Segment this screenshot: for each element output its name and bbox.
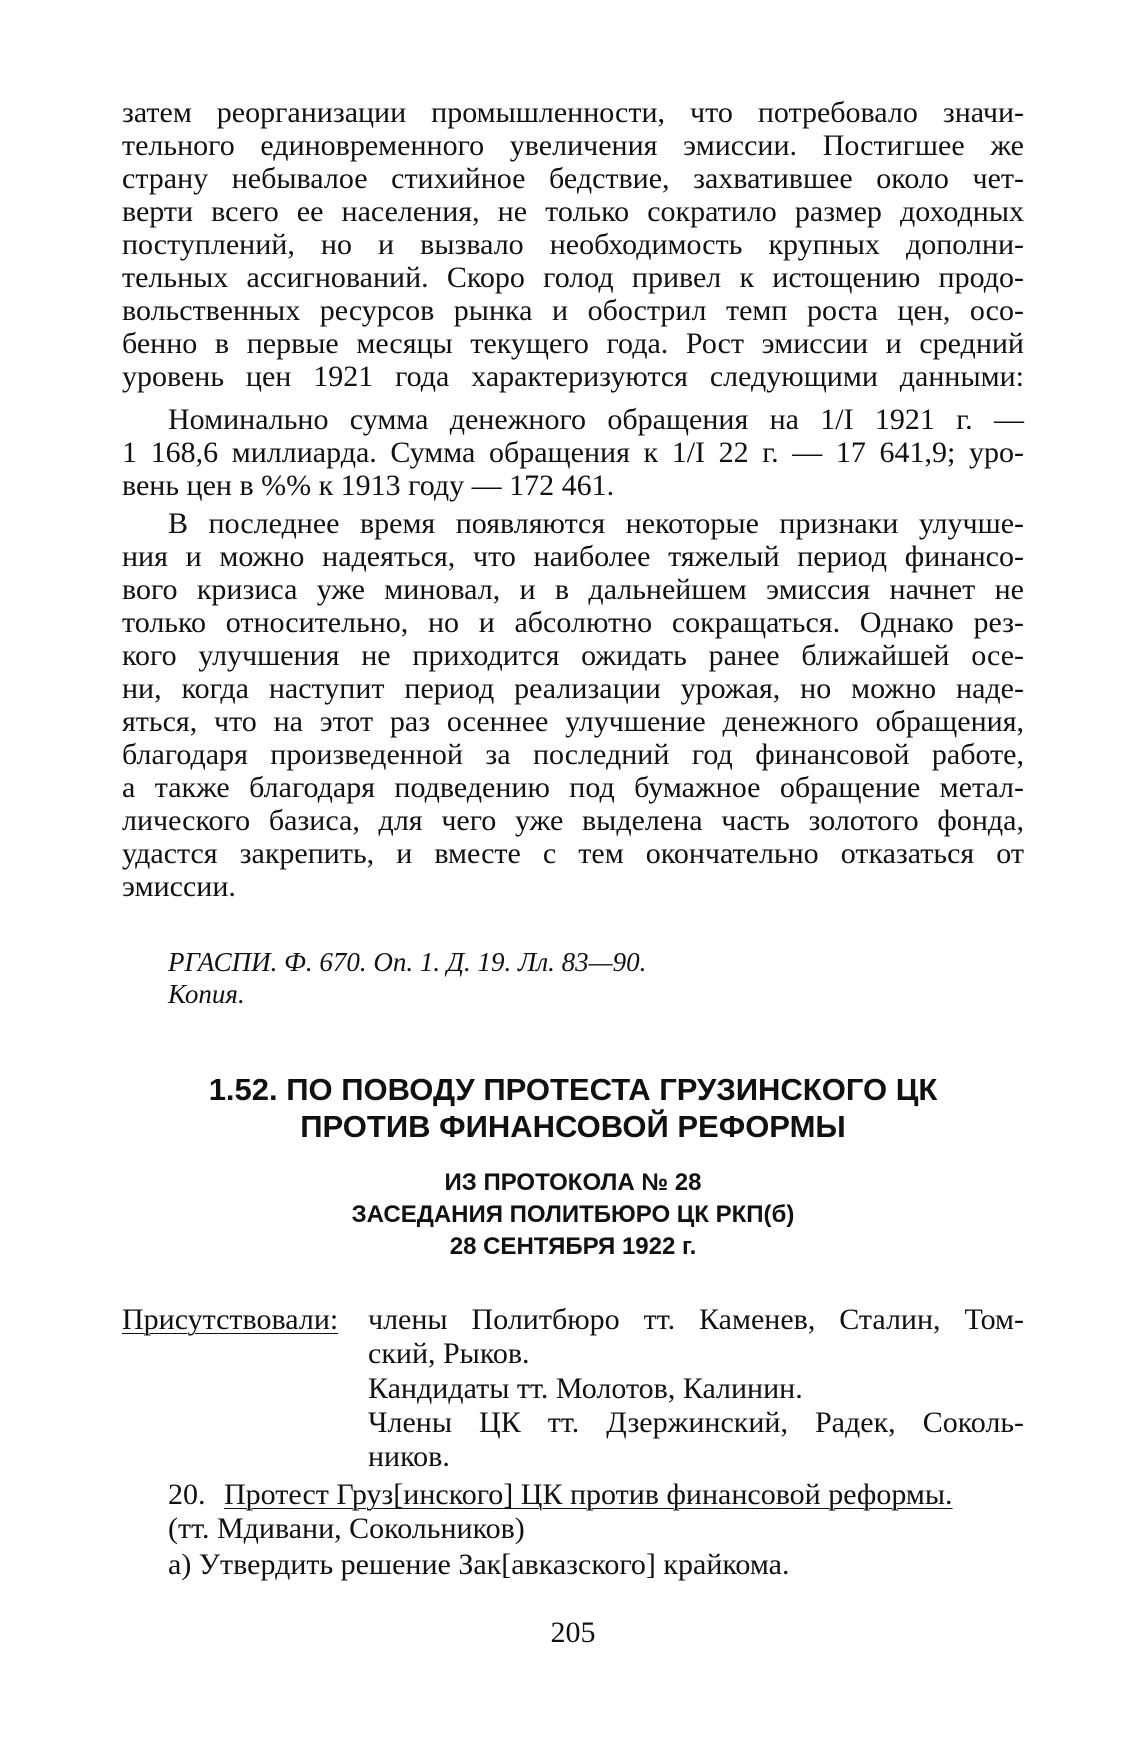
attendance-members-line-1: члены Политбюро тт. Каменев, Сталин, Том- xyxy=(368,1303,1024,1336)
attendance-members-line-2: ский, Рыков. xyxy=(368,1337,530,1370)
archive-reference: РГАСПИ. Ф. 670. Оп. 1. Д. 19. Лл. 83—90. xyxy=(168,947,647,977)
text-line: а также благодаря подведению под бумажное обращение метал- xyxy=(122,771,1024,804)
attendance-candidates: Кандидаты тт. Молотов, Калинин. xyxy=(368,1372,803,1405)
text-line: 1 168,6 миллиарда. Сумма обращения к 1/I 22 г. — 17 641,9; уро- xyxy=(122,436,1024,469)
text-line: кого улучшения не приходится ожидать ранее ближайшей осе- xyxy=(122,639,1024,672)
text-line: ни, когда наступит период реализации урожая, но можно наде- xyxy=(122,672,1024,705)
protocol-subtitle-line-2: ЗАСЕДАНИЯ ПОЛИТБЮРО ЦК РКП(б) xyxy=(351,1201,795,1228)
text-line: тельных ассигнований. Скоро голод привел к истощению продо- xyxy=(122,261,1024,294)
text-line: вого кризиса уже миновал, и в дальнейшем эмиссия начнет не xyxy=(122,573,1024,606)
protocol-subtitle-line-1: ИЗ ПРОТОКОЛА № 28 xyxy=(444,1169,702,1196)
text-line: уровень цен 1921 года характеризуются следующими данными: xyxy=(122,360,1024,393)
text-line: удастся закрепить, и вместе с тем окончательно отказаться от xyxy=(122,837,1024,870)
section-title-line-1: 1.52. ПО ПОВОДУ ПРОТЕСТА ГРУЗИНСКОГО ЦК xyxy=(208,1072,938,1107)
agenda-decision-a: а) Утвердить решение Зак[авказского] крайкома. xyxy=(168,1548,790,1581)
page-number: 205 xyxy=(550,1616,596,1649)
text-line: только относительно, но и абсолютно сокращаться. Однако рез- xyxy=(122,606,1024,639)
text-line: эмиссии. xyxy=(122,870,236,903)
text-line: бенно в первые месяцы текущего года. Рост эмиссии и средний xyxy=(122,327,1024,360)
text-line: лического базиса, для чего уже выделена часть золотого фонда, xyxy=(122,804,1024,837)
text-line: вень цен в %% к 1913 году — 172 461. xyxy=(122,469,615,502)
agenda-speakers: (тт. Мдивани, Сокольников) xyxy=(168,1512,525,1545)
copy-note: Копия. xyxy=(168,979,245,1009)
text-line: затем реорганизации промышленности, что потребовало значи- xyxy=(122,96,1024,129)
text-line: яться, что на этот раз осеннее улучшение денежного обращения, xyxy=(122,705,1024,738)
text-line: поступлений, но и вызвало необходимость крупных дополни- xyxy=(122,228,1024,261)
agenda-item-number: 20. xyxy=(168,1478,206,1511)
text-line: тельного единовременного увеличения эмиссии. Постигшее же xyxy=(122,129,1024,162)
text-line: ния и можно надеяться, что наиболее тяжелый период финансо- xyxy=(122,540,1024,573)
text-line: В последнее время появляются некоторые признаки улучше- xyxy=(168,507,1024,540)
text-line: вольственных ресурсов рынка и обострил темп роста цен, осо- xyxy=(122,294,1024,327)
attendance-cc-line-1: Члены ЦК тт. Дзержинский, Радек, Соколь- xyxy=(368,1406,1024,1439)
agenda-item-title: Протест Груз[инского] ЦК против финансовой реформы. xyxy=(224,1478,953,1511)
text-line: верти всего ее населения, не только сократило размер доходных xyxy=(122,195,1024,228)
text-line: Номинально сумма денежного обращения на 1/I 1921 г. — xyxy=(168,403,1024,436)
attendance-label: Присутствовали: xyxy=(122,1303,339,1336)
text-line: благодаря произведенной за последний год финансовой работе, xyxy=(122,738,1024,771)
text-line: страну небывалое стихийное бедствие, захватившее около чет- xyxy=(122,162,1024,195)
protocol-date: 28 СЕНТЯБРЯ 1922 г. xyxy=(449,1233,697,1260)
attendance-cc-line-2: ников. xyxy=(368,1440,450,1473)
section-title-line-2: ПРОТИВ ФИНАНСОВОЙ РЕФОРМЫ xyxy=(300,1109,846,1144)
